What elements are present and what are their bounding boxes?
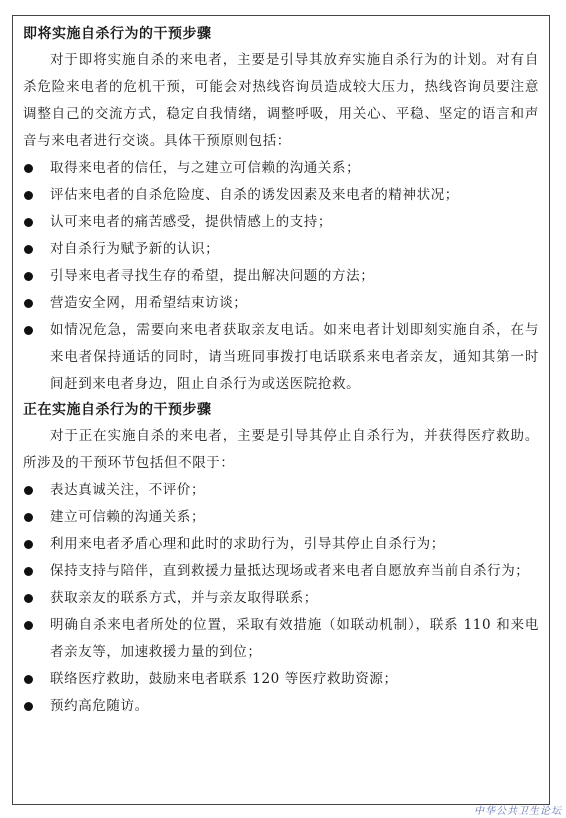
list-item-text: 获取亲友的联系方式，并与亲友取得联系； <box>50 590 318 606</box>
bullet-icon <box>24 621 33 630</box>
bullet-icon <box>24 272 33 281</box>
list-item-text: 营造安全网，用希望结束访谈； <box>50 295 248 311</box>
list-item <box>23 504 539 531</box>
list-item <box>23 477 539 504</box>
list-item-text: 利用来电者矛盾心理和此时的求助行为，引导其停止自杀行为； <box>50 536 445 552</box>
document-frame <box>12 15 550 805</box>
section1-heading: 即将实施自杀行为的干预步骤 <box>23 26 212 42</box>
list-item <box>23 263 539 290</box>
list-item <box>23 236 539 263</box>
list-item-text: 保持支持与陪伴，直到救援力量抵达现场或者来电者自愿放弃当前自杀行为； <box>50 563 530 579</box>
bullet-icon <box>24 191 33 200</box>
list-item-text: 建立可信赖的沟通关系； <box>50 509 206 525</box>
list-item <box>23 612 539 666</box>
bullet-icon <box>24 218 33 227</box>
bullet-icon <box>24 567 33 576</box>
list-item-text: 对自杀行为赋予新的认识； <box>50 241 220 257</box>
watermark: 中华公共卫生论坛 <box>474 806 562 817</box>
list-item <box>23 666 539 693</box>
bullet-icon <box>24 540 33 549</box>
list-item <box>23 558 539 585</box>
list-item-text: 引导来电者寻找生存的希望，提出解决问题的方法； <box>50 268 375 284</box>
list-item <box>23 209 539 236</box>
bullet-icon <box>24 299 33 308</box>
section1-intro: 对于即将实施自杀的来电者，主要是引导其放弃实施自杀行为的计划。对有自杀危险来电者的危机干预，可能会对热线咨询员造成较大压力，热线咨询员要注意调整自己的交流方式，稳定自我情绪，调整呼吸，用关心、平稳、坚定的语言和声音与来电者进行交谈。具体干预原则包括： <box>23 52 539 149</box>
list-item <box>23 182 539 209</box>
list-item-text: 明确自杀来电者所处的位置，采取有效措施（如联动机制），联系 110 和来电者亲友等，加速救援力量的到位； <box>50 617 539 660</box>
bullet-icon <box>24 702 33 711</box>
bullet-icon <box>24 164 33 173</box>
section1-list <box>23 155 539 398</box>
list-item-text: 预约高危随访。 <box>50 698 149 714</box>
list-item-text: 表达真诚关注，不评价； <box>50 482 206 498</box>
section2-list <box>23 477 539 720</box>
bullet-icon <box>24 513 33 522</box>
list-item <box>23 155 539 182</box>
section2-heading: 正在实施自杀行为的干预步骤 <box>23 402 212 418</box>
list-item <box>23 317 539 398</box>
list-item-text: 联络医疗救助，鼓励来电者联系 120 等医疗救助资源； <box>50 671 398 687</box>
list-item <box>23 290 539 317</box>
list-item <box>23 693 539 720</box>
list-item <box>23 585 539 612</box>
section2-intro: 对于正在实施自杀的来电者，主要是引导其停止自杀行为，并获得医疗救助。所涉及的干预环节包括但不限于： <box>23 428 539 471</box>
list-item-text: 如情况危急，需要向来电者获取亲友电话。如来电者计划即刻实施自杀，在与来电者保持通话的同时，请当班同事拨打电话联系来电者亲友，通知其第一时间赶到来电者身边，阻止自杀行为或送医院抢救。 <box>50 322 539 392</box>
list-item-text: 取得来电者的信任，与之建立可信赖的沟通关系； <box>50 160 361 176</box>
bullet-icon <box>24 594 33 603</box>
bullet-icon <box>24 245 33 254</box>
list-item-text: 认可来电者的痛苦感受，提供情感上的支持； <box>50 214 332 230</box>
bullet-icon <box>24 486 33 495</box>
list-item <box>23 531 539 558</box>
bullet-icon <box>24 326 33 335</box>
list-item-text: 评估来电者的自杀危险度、自杀的诱发因素及来电者的精神状况； <box>50 187 459 203</box>
bullet-icon <box>24 675 33 684</box>
